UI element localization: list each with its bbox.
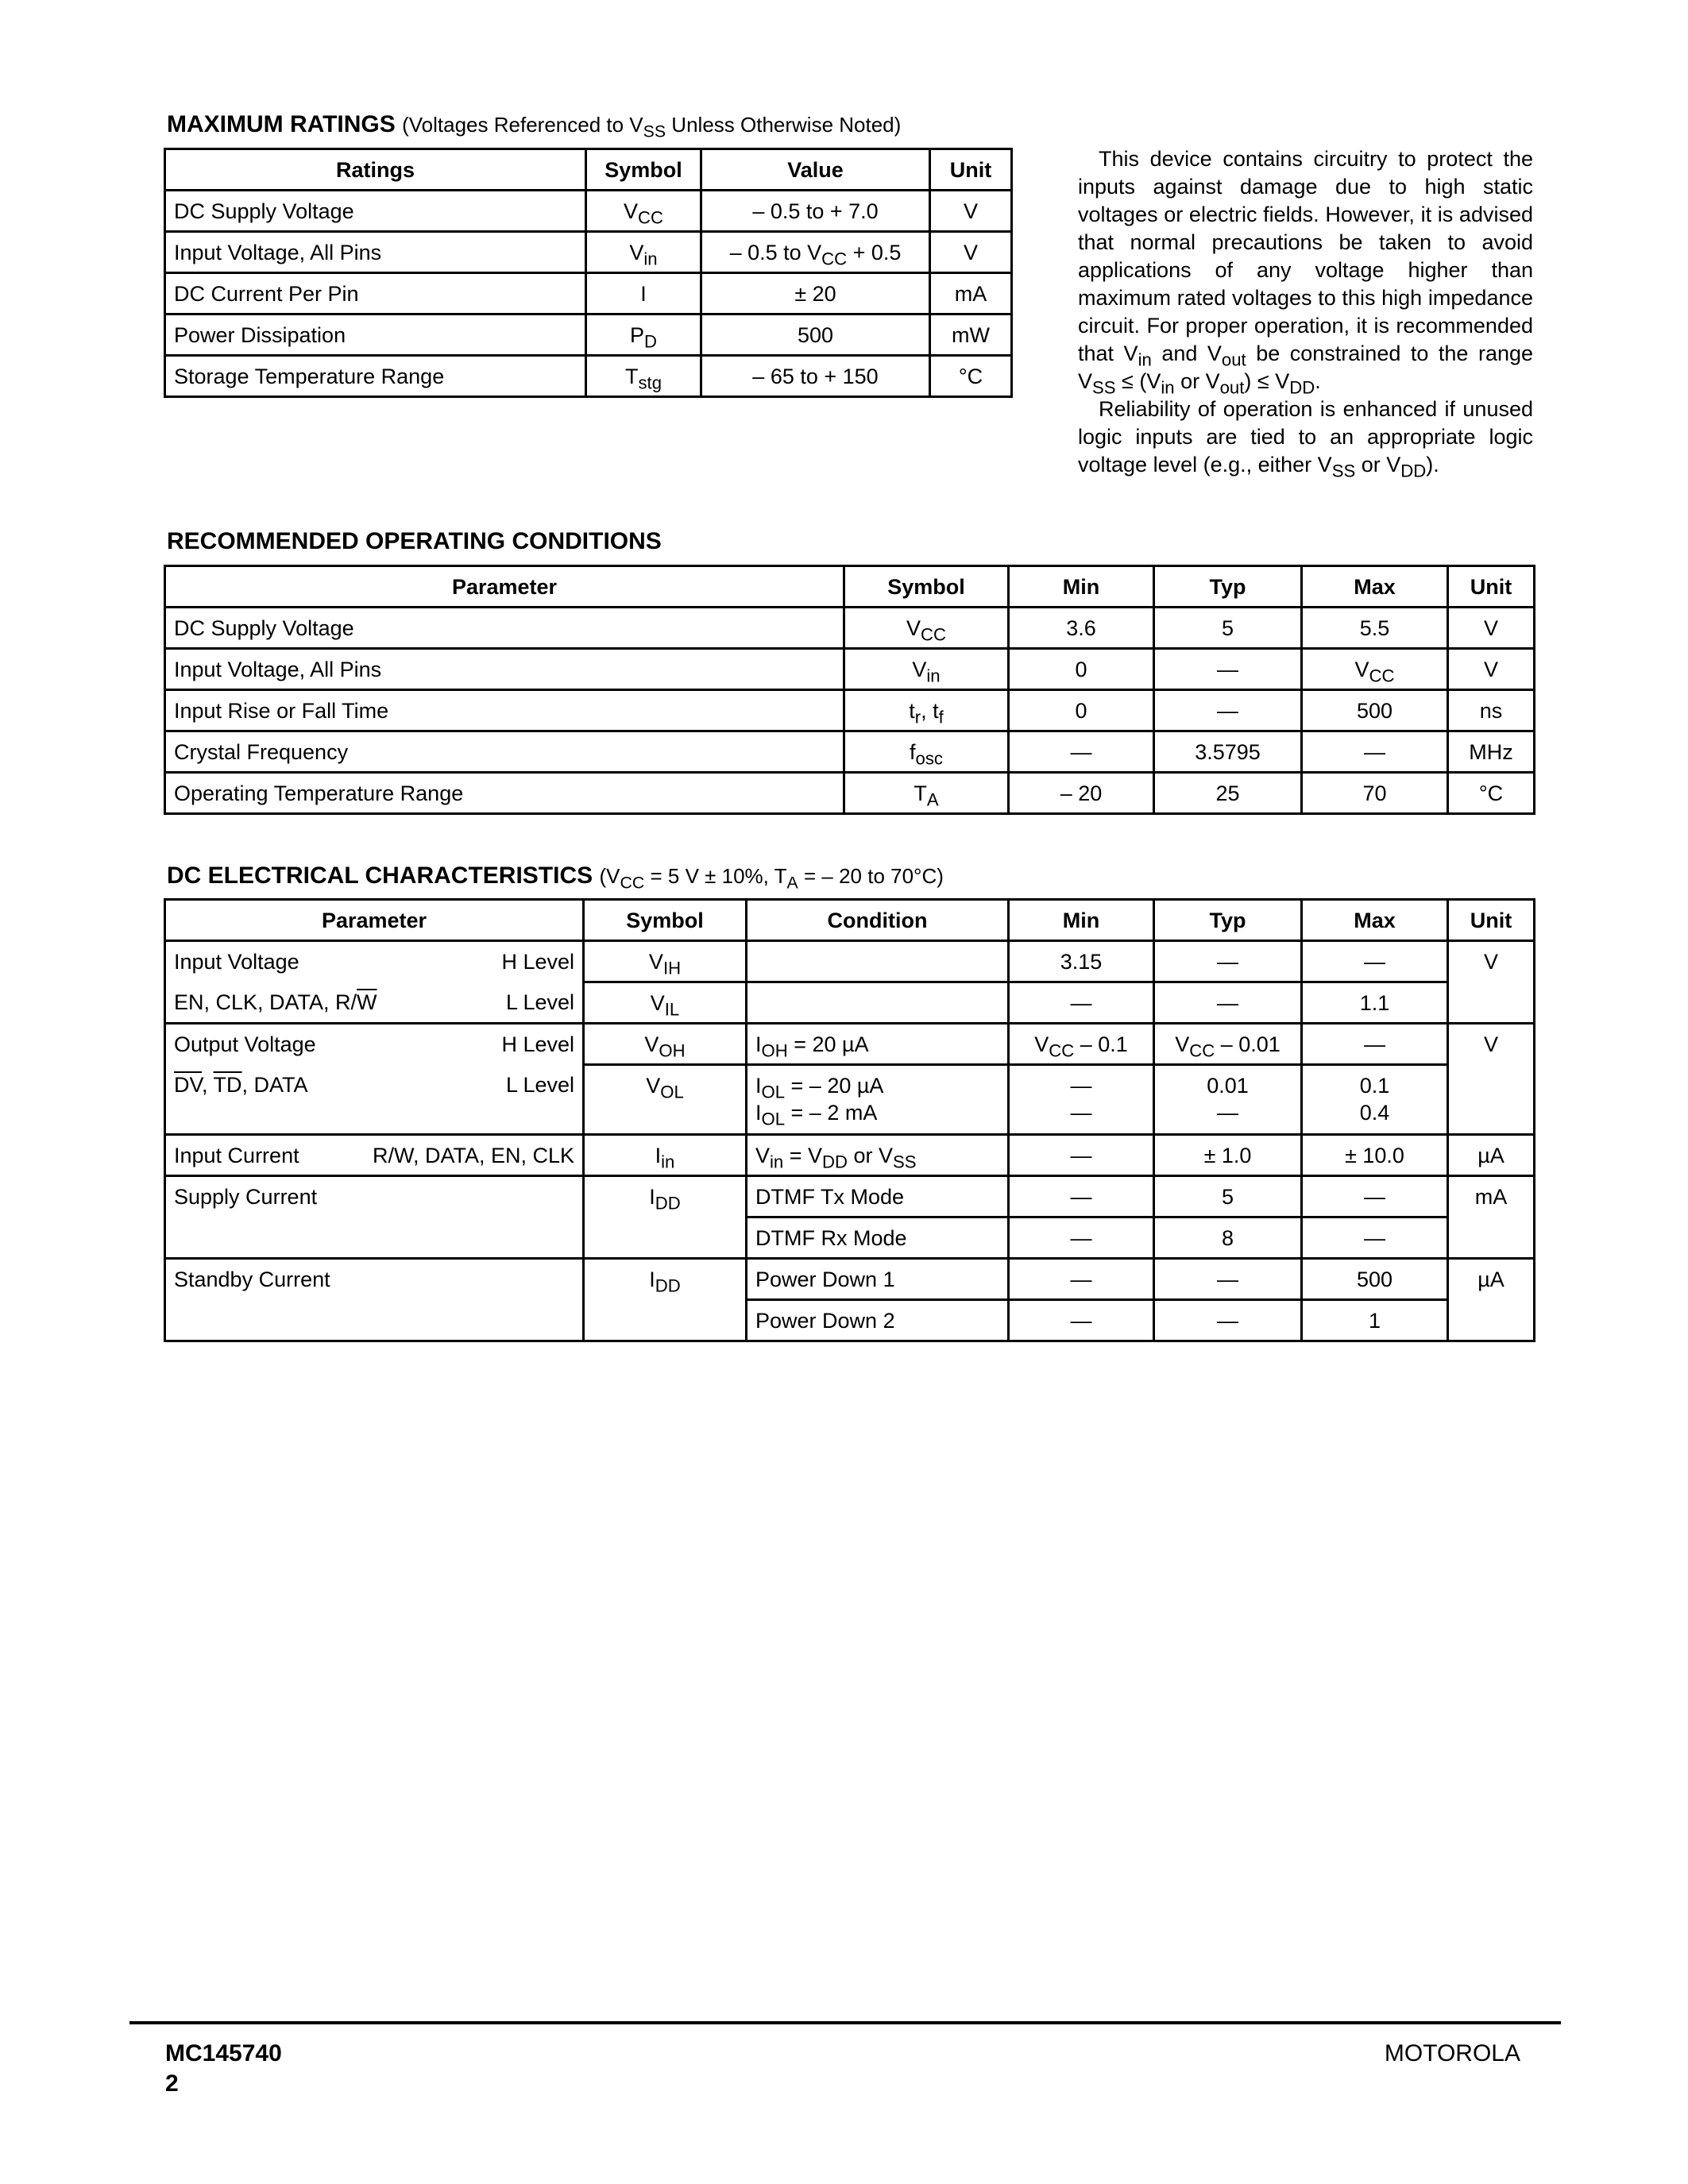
param-symbol: $V_{in}$	[844, 649, 1009, 690]
param-min: 0	[1009, 690, 1154, 731]
param-unit: µA	[1448, 1259, 1535, 1341]
rating-unit: mW	[930, 314, 1012, 356]
param-typ: ± 1.0	[1154, 1135, 1302, 1176]
header-condition: Condition	[747, 900, 1009, 941]
param-min: —	[1009, 982, 1154, 1024]
param-min: 3.6	[1009, 608, 1154, 649]
param-max: —	[1302, 1024, 1448, 1065]
header-symbol: Symbol	[844, 566, 1009, 608]
page-number: 2	[165, 2070, 179, 2097]
header-typ: Typ	[1154, 900, 1302, 941]
rating-name: Input Voltage, All Pins	[165, 232, 586, 273]
rating-name: Storage Temperature Range	[165, 356, 586, 397]
param-condition: $I_{OL}$ = – 20 µA $I_{OL}$ = – 2 mA	[747, 1065, 1009, 1135]
table-row	[165, 773, 1535, 814]
rating-value: 500	[701, 314, 930, 356]
param-max: ± 10.0	[1302, 1135, 1448, 1176]
param-max: 5.5	[1302, 608, 1448, 649]
max-ratings-heading	[167, 111, 902, 141]
param-min: —	[1009, 1176, 1154, 1217]
table-row	[165, 731, 1535, 773]
param-typ: —	[1154, 982, 1302, 1024]
param-max: —	[1302, 1176, 1448, 1217]
param-symbol: $V_{CC}$	[844, 608, 1009, 649]
param-typ: 25	[1154, 773, 1302, 814]
param-min: —	[1009, 1259, 1154, 1300]
param-typ: —	[1154, 1300, 1302, 1341]
param-max: 500	[1302, 1259, 1448, 1300]
header-unit: Unit	[1448, 900, 1535, 941]
param-typ: —	[1154, 649, 1302, 690]
param-symbol: $I_{DD}$	[584, 1259, 747, 1341]
param-unit: µA	[1448, 1135, 1535, 1176]
param-typ: 8	[1154, 1217, 1302, 1259]
param-unit: V	[1448, 941, 1535, 1024]
rating-symbol: $T_{stg}$	[586, 356, 701, 397]
param-min: 3.15	[1009, 941, 1154, 982]
param-unit: ns	[1448, 690, 1535, 731]
header-unit: Unit	[930, 149, 1012, 191]
param-unit: V	[1448, 649, 1535, 690]
param-symbol: $V_{OH}$	[584, 1024, 747, 1065]
table-row	[165, 273, 1012, 314]
param-min: — —	[1009, 1065, 1154, 1135]
param-min: 0	[1009, 649, 1154, 690]
param-max: —	[1302, 941, 1448, 982]
param-condition: DTMF Rx Mode	[747, 1217, 1009, 1259]
table-row	[165, 941, 1535, 982]
param-min: – 20	[1009, 773, 1154, 814]
dc-char-table	[164, 898, 1535, 1342]
param-max: 0.1 0.4	[1302, 1065, 1448, 1135]
max-ratings-title: MAXIMUM RATINGS	[167, 111, 396, 137]
rating-unit: V	[930, 232, 1012, 273]
param-name: Operating Temperature Range	[165, 773, 844, 814]
param-condition: $I_{OH} = 20$ µA	[747, 1024, 1009, 1065]
param-max: —	[1302, 731, 1448, 773]
param-name: Crystal Frequency	[165, 731, 844, 773]
table-row	[165, 608, 1535, 649]
param-condition	[747, 941, 1009, 982]
param-min: —	[1009, 731, 1154, 773]
max-ratings-note: (Voltages Referenced to $V_{SS}$ Unless Otherwise Noted)	[402, 113, 902, 141]
header-min: Min	[1009, 566, 1154, 608]
rec-op-heading: RECOMMENDED OPERATING CONDITIONS	[167, 528, 662, 554]
param-symbol: $T_A$	[844, 773, 1009, 814]
header-ratings: Ratings	[165, 149, 586, 191]
param-name: Input Voltage H Level	[165, 941, 584, 982]
table-header-row	[165, 566, 1535, 608]
table-row	[165, 191, 1012, 232]
param-symbol: $V_{IL}$	[584, 982, 747, 1024]
param-typ: —	[1154, 941, 1302, 982]
header-typ: Typ	[1154, 566, 1302, 608]
param-name: DC Supply Voltage	[165, 608, 844, 649]
param-name: Supply Current	[165, 1176, 584, 1259]
param-unit: MHz	[1448, 731, 1535, 773]
rating-unit: V	[930, 191, 1012, 232]
rating-symbol: $V_{in}$	[586, 232, 701, 273]
param-symbol: $I_{DD}$	[584, 1176, 747, 1259]
rating-value: – 0.5 to $V_{CC} + 0.5$	[701, 232, 930, 273]
dc-char-note: ($V_{CC} = 5$ V ± 10%, $T_A$ = – 20 to 70°C)	[599, 864, 944, 893]
table-header-row	[165, 900, 1535, 941]
param-symbol: $I_{in}$	[584, 1135, 747, 1176]
table-row	[165, 1176, 1535, 1217]
header-symbol: Symbol	[584, 900, 747, 941]
rec-op-table	[164, 565, 1535, 815]
param-pins: EN, CLK, DATA, $R/\overline{W}$ L Level	[165, 982, 584, 1024]
table-row	[165, 1259, 1535, 1300]
param-symbol: $V_{OL}$	[584, 1065, 747, 1135]
param-name: Input Voltage, All Pins	[165, 649, 844, 690]
dc-char-heading	[167, 862, 944, 893]
param-min: —	[1009, 1300, 1154, 1341]
param-max: 1.1	[1302, 982, 1448, 1024]
table-row	[165, 356, 1012, 397]
table-row	[165, 1065, 1535, 1135]
dc-char-title: DC ELECTRICAL CHARACTERISTICS	[167, 862, 593, 889]
table-row	[165, 649, 1535, 690]
param-typ: 3.5795	[1154, 731, 1302, 773]
header-symbol: Symbol	[586, 149, 701, 191]
table-row	[165, 1024, 1535, 1065]
header-parameter: Parameter	[165, 900, 584, 941]
header-max: Max	[1302, 566, 1448, 608]
param-max: 500	[1302, 690, 1448, 731]
table-row	[165, 1135, 1535, 1176]
rating-symbol: $P_D$	[586, 314, 701, 356]
rating-value: – 0.5 to + 7.0	[701, 191, 930, 232]
protection-note	[1078, 145, 1533, 479]
brand-name: MOTOROLA	[1384, 2040, 1520, 2066]
param-name: Output Voltage H Level	[165, 1024, 584, 1065]
rating-value: – 65 to + 150	[701, 356, 930, 397]
header-parameter: Parameter	[165, 566, 844, 608]
param-typ: —	[1154, 690, 1302, 731]
param-pins: $\overline{DV}$, $\overline{TD}$, DATA L Level	[165, 1065, 584, 1135]
max-ratings-table	[164, 148, 1013, 398]
param-max: 70	[1302, 773, 1448, 814]
header-value: Value	[701, 149, 930, 191]
param-max: $V_{CC}$	[1302, 649, 1448, 690]
table-header-row	[165, 149, 1012, 191]
rating-symbol: I	[586, 273, 701, 314]
param-condition: $V_{in} = V_{DD}$ or $V_{SS}$	[747, 1135, 1009, 1176]
param-condition	[747, 982, 1009, 1024]
param-condition: Power Down 1	[747, 1259, 1009, 1300]
param-symbol: $V_{IH}$	[584, 941, 747, 982]
param-name: Input Current R/W, DATA, EN, CLK	[165, 1135, 584, 1176]
param-name: Input Rise or Fall Time	[165, 690, 844, 731]
table-row	[165, 690, 1535, 731]
header-min: Min	[1009, 900, 1154, 941]
table-row	[165, 982, 1535, 1024]
param-symbol: $t_r$, $t_f$	[844, 690, 1009, 731]
reliability-paragraph: Reliability of operation is enhanced if unused logic inputs are tied to an appropriate logic voltage level (e.g., either $V_{SS}$ or $V_{DD}$).	[1078, 397, 1533, 481]
param-min: $V_{CC} - 0.1$	[1009, 1024, 1154, 1065]
table-row	[165, 232, 1012, 273]
rating-unit: mA	[930, 273, 1012, 314]
footer-left	[165, 2039, 282, 2099]
rating-value: ± 20	[701, 273, 930, 314]
protection-paragraph: This device contains circuitry to protect the inputs against damage due to high static voltages or electric fields. However, it is advised that normal precautions be taken to avoid applications of any voltage higher than maximum rated voltages to this high impedance circuit. For proper operation, it is recommended that $V_{in}$ and $V_{out}$ be constrained to the range $V_{SS} \le (V_{in}$ or $V_{out}) \le V_{DD}$.	[1078, 147, 1534, 398]
rating-symbol: $V_{CC}$	[586, 191, 701, 232]
rating-name: Power Dissipation	[165, 314, 586, 356]
param-typ: $V_{CC} - 0.01$	[1154, 1024, 1302, 1065]
part-number: MC145740	[165, 2040, 282, 2066]
param-max: —	[1302, 1217, 1448, 1259]
param-unit: V	[1448, 1024, 1535, 1135]
param-unit: mA	[1448, 1176, 1535, 1259]
param-max: 1	[1302, 1300, 1448, 1341]
footer-rule	[129, 2021, 1561, 2024]
param-unit: °C	[1448, 773, 1535, 814]
header-max: Max	[1302, 900, 1448, 941]
param-name: Standby Current	[165, 1259, 584, 1341]
param-typ: 5	[1154, 608, 1302, 649]
param-typ: —	[1154, 1259, 1302, 1300]
param-typ: 0.01 —	[1154, 1065, 1302, 1135]
param-typ: 5	[1154, 1176, 1302, 1217]
param-condition: DTMF Tx Mode	[747, 1176, 1009, 1217]
rating-name: DC Current Per Pin	[165, 273, 586, 314]
rating-unit: °C	[930, 356, 1012, 397]
header-unit: Unit	[1448, 566, 1535, 608]
param-min: —	[1009, 1135, 1154, 1176]
param-symbol: $f_{osc}$	[844, 731, 1009, 773]
param-condition: Power Down 2	[747, 1300, 1009, 1341]
table-row	[165, 314, 1012, 356]
param-unit: V	[1448, 608, 1535, 649]
rating-name: DC Supply Voltage	[165, 191, 586, 232]
param-min: —	[1009, 1217, 1154, 1259]
